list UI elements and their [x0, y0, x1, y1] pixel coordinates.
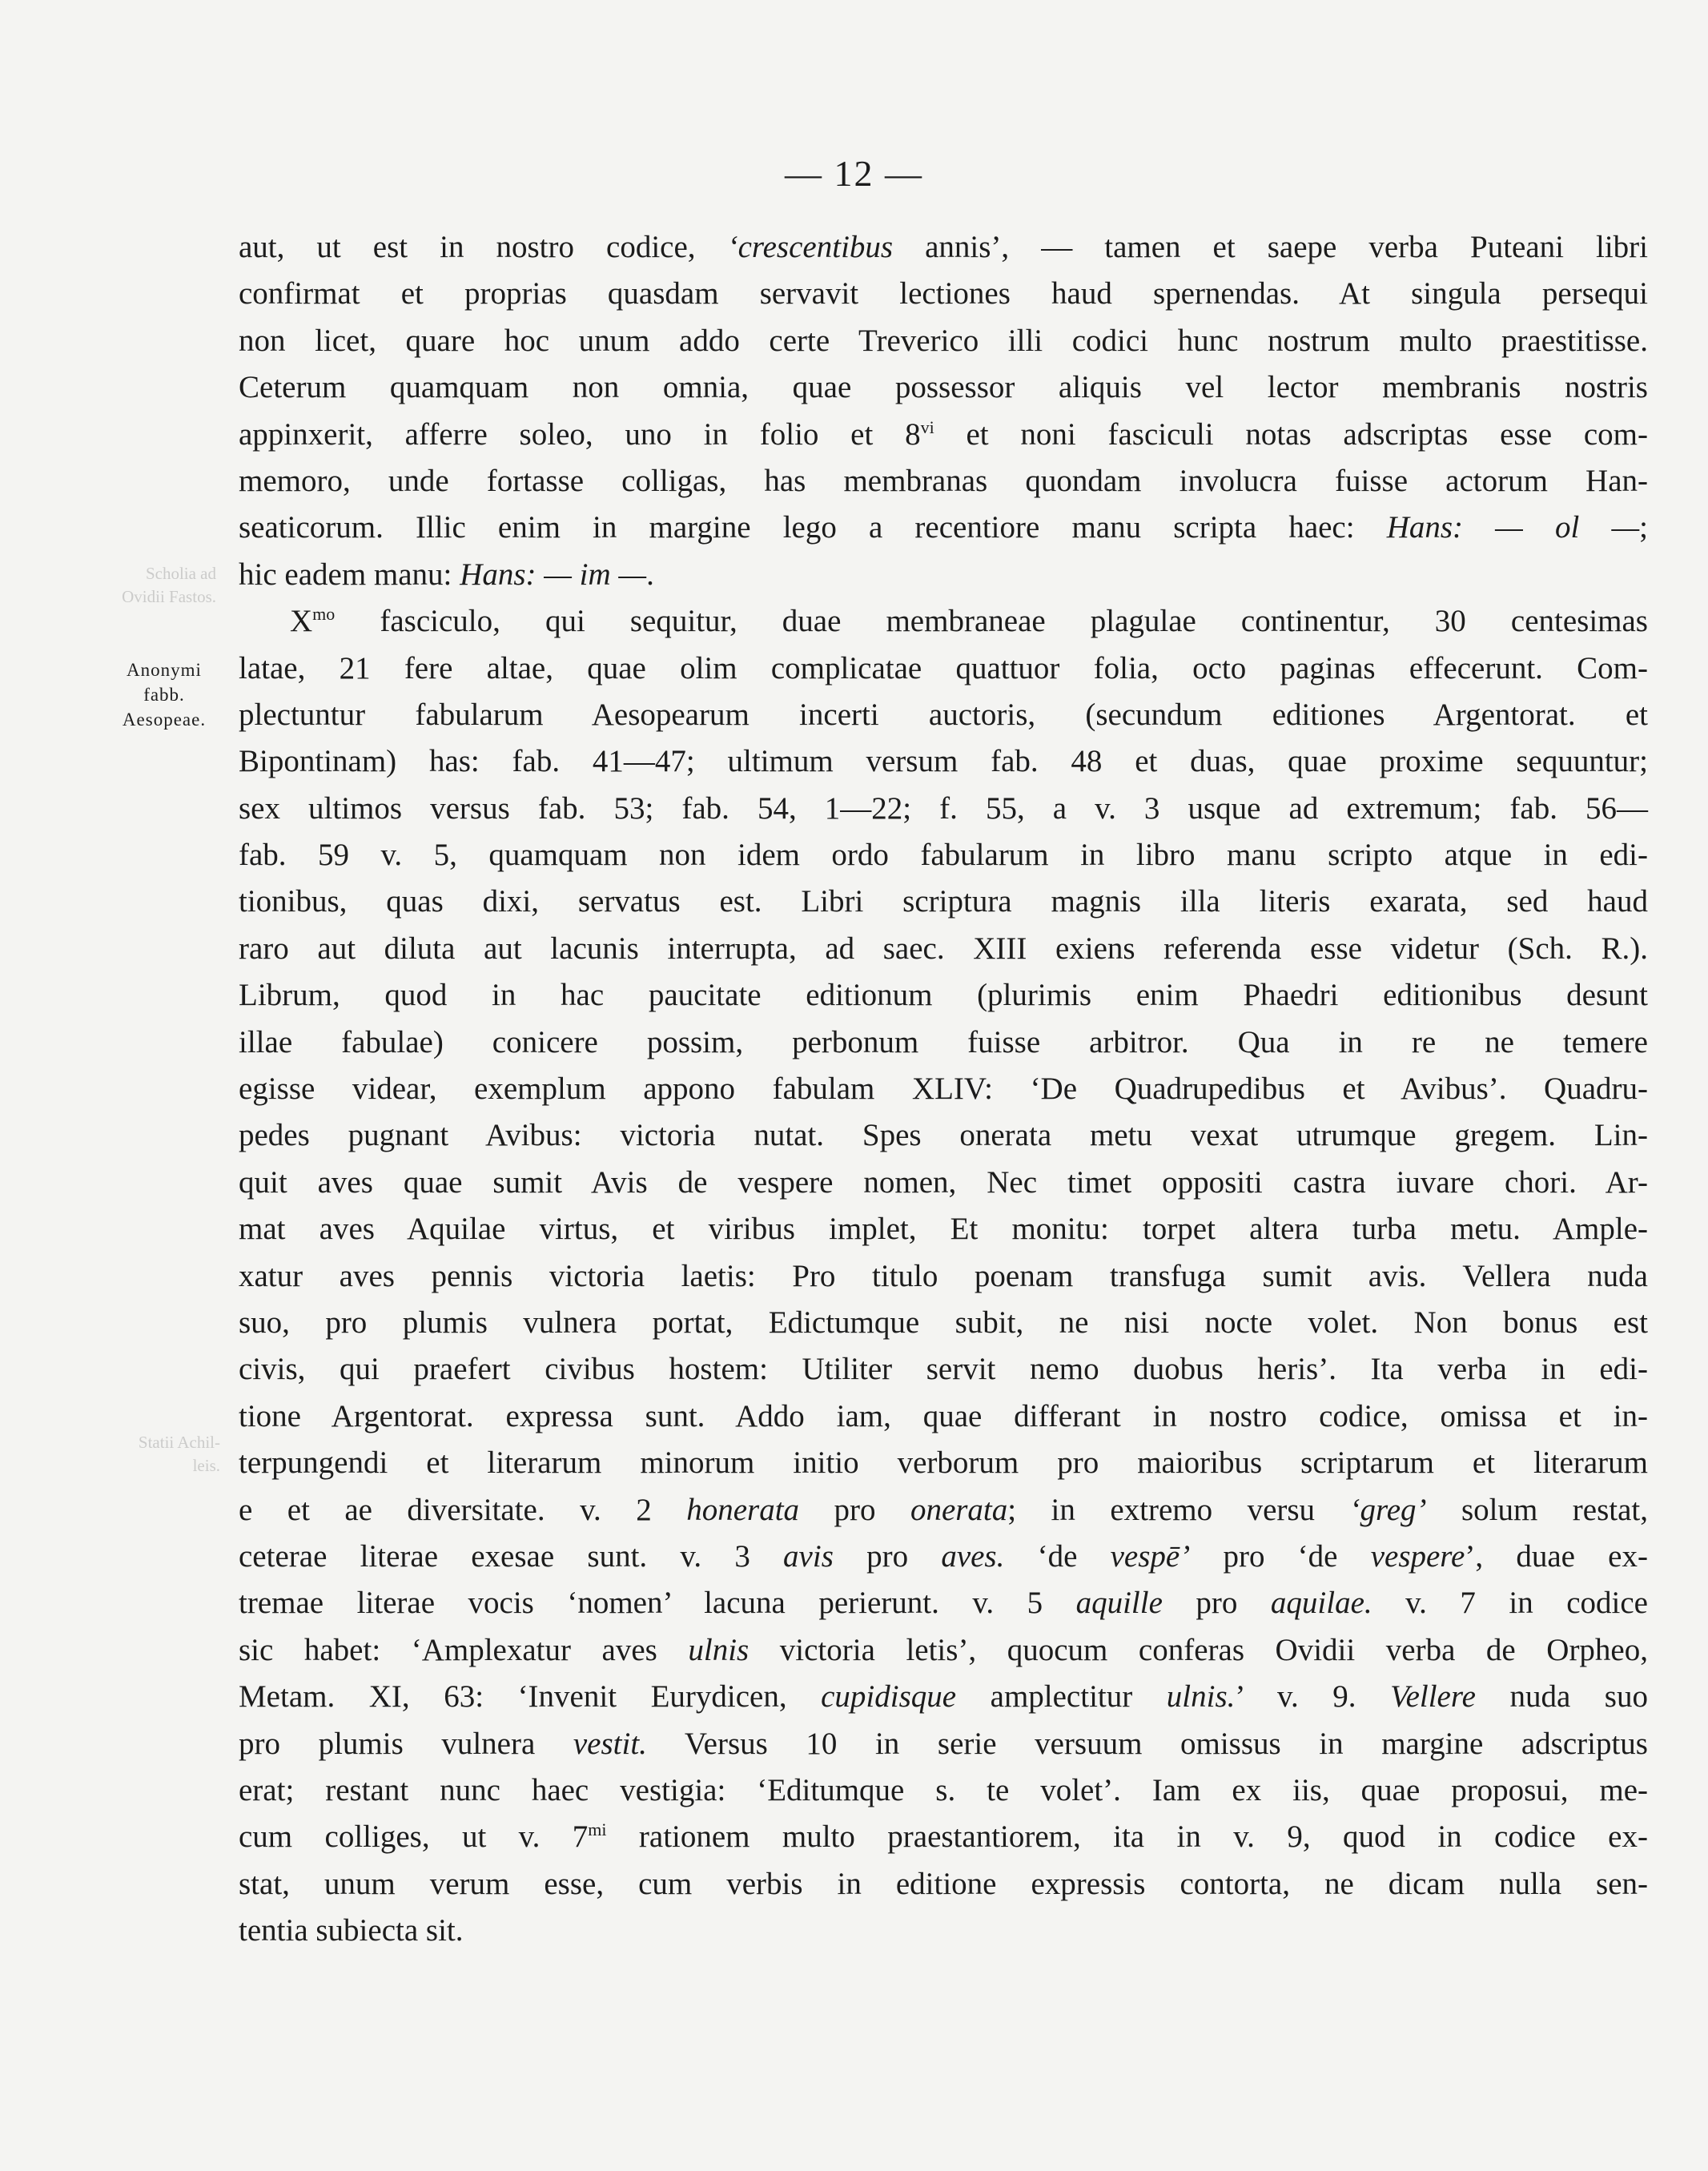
- text-line: [239, 1160, 1648, 1206]
- text-run: pro plumis vulnera: [239, 1726, 573, 1761]
- text-line: [239, 1767, 1648, 1814]
- text-run: rationem multo praestantiorem, ita in v. 9, quod in codice ex-: [606, 1819, 1648, 1855]
- text-run: Librum, quod in hac paucitate editionum (plurimis enim Phaedri editionibus desunt: [239, 978, 1648, 1013]
- body-text: [239, 224, 1648, 1954]
- text-run: Versus 10 in serie versuum omissus in margine adscriptus: [646, 1726, 1648, 1761]
- italic-text: aquilae.: [1270, 1586, 1372, 1621]
- italic-text: ‘greg’: [1349, 1492, 1427, 1527]
- superscript: vi: [920, 416, 934, 437]
- text-line: [239, 1861, 1648, 1908]
- page-number: — 12 —: [785, 153, 923, 194]
- text-run: amplectitur: [956, 1679, 1167, 1715]
- bleed-through-line: leis.: [192, 1456, 220, 1475]
- text-line: [239, 1908, 1648, 1954]
- superscript: mo: [312, 604, 336, 625]
- margin-note-line: Anonymi: [127, 660, 202, 680]
- text-line: [239, 1206, 1648, 1252]
- text-line: [239, 645, 1648, 692]
- italic-text: honerata: [686, 1492, 800, 1527]
- italic-text: vestit.: [573, 1726, 647, 1761]
- text-run: fab. 59 v. 5, quamquam non idem ordo fabularum in libro manu scripto atque in edi-: [239, 838, 1648, 873]
- text-run: quit aves quae sumit Avis de vespere nomen, Nec timet oppositi castra iuvare chori. Ar-: [239, 1164, 1648, 1200]
- text-run: ’ v. 9.: [1235, 1679, 1391, 1715]
- text-line: [239, 271, 1648, 317]
- text-run: egisse videar, exemplum appono fabulam XLIV: ‘De Quadrupedibus et Avibus’. Quadru-: [239, 1071, 1648, 1107]
- text-run: aut, ut est in nostro codice,: [239, 230, 728, 264]
- superscript: mi: [588, 1819, 607, 1840]
- text-line: [239, 1674, 1648, 1720]
- text-run: mat aves Aquilae virtus, et viribus implet, Et monitu: torpet altera turba metu. Ample-: [239, 1212, 1648, 1247]
- text-line: [239, 1534, 1648, 1580]
- text-run: tionibus, quas dixi, servatus est. Libri scriptura magnis illa literis exarata, sed haud: [239, 884, 1648, 919]
- text-line: [239, 786, 1648, 832]
- bleed-through-line: Ovidii Fastos.: [122, 587, 216, 606]
- text-run: memoro, unde fortasse colligas, has membranas quondam involucra fuisse actorum Han-: [239, 463, 1648, 498]
- text-run: v. 7 in codice: [1372, 1586, 1648, 1621]
- text-line: [239, 458, 1648, 505]
- italic-text: vespē’: [1110, 1538, 1191, 1574]
- text-line: [239, 552, 1648, 598]
- text-line: [239, 738, 1648, 785]
- text-run: ;: [1639, 510, 1648, 545]
- text-run: pro ‘de: [1190, 1538, 1371, 1574]
- text-run: raro aut diluta aut lacunis interrupta, ad saec. XIII exiens referenda esse videtur (Sch. R.).: [239, 931, 1648, 966]
- italic-text: ulnis: [688, 1632, 750, 1667]
- text-line: [239, 1066, 1648, 1112]
- text-line: [239, 318, 1648, 364]
- text-run: xatur aves pennis victoria laetis: Pro titulo poenam transfuga sumit avis. Vellera nuda: [239, 1258, 1648, 1293]
- text-line: [239, 1487, 1648, 1534]
- text-line: [239, 1300, 1648, 1346]
- text-line: [239, 1627, 1648, 1674]
- text-run: civis, qui praefert civibus hostem: Utiliter servit nemo duobus heris’. Ita verba in edi-: [239, 1352, 1648, 1387]
- text-line: [239, 1019, 1648, 1066]
- text-line: [239, 692, 1648, 738]
- text-run: Bipontinam) has: fab. 41—47; ultimum versum fab. 48 et duas, quae proxime sequuntur;: [239, 744, 1648, 779]
- text-run: plectuntur fabularum Aesopearum incerti auctoris, (secundum editiones Argentorat. et: [239, 697, 1648, 732]
- bleed-through-note: [108, 1431, 220, 1477]
- text-run: victoria letis’, quocum conferas Ovidii verba de Orpheo,: [749, 1632, 1648, 1667]
- text-run: suo, pro plumis vulnera portat, Edictumque subit, ne nisi nocte volet. Non bonus est: [239, 1305, 1648, 1340]
- text-run: latae, 21 fere altae, quae olim complicatae quattuor folia, octo paginas effecerunt. Com-: [239, 650, 1648, 685]
- margin-note-anonymi: [104, 657, 224, 732]
- text-run: nuda suo: [1475, 1679, 1648, 1715]
- text-run: pro: [833, 1538, 942, 1574]
- text-line: [239, 1393, 1648, 1440]
- margin-note-line: fabb.: [143, 685, 185, 705]
- italic-text: Vellere: [1390, 1679, 1476, 1715]
- text-run: sic habet: ‘Amplexatur aves: [239, 1632, 689, 1667]
- text-run: Ceterum quamquam non omnia, quae possessor aliquis vel lector membranis nostris: [239, 370, 1648, 405]
- text-run: seaticorum. Illic enim in margine lego a recentiore manu scripta haec:: [239, 510, 1387, 545]
- bleed-through-line: Statii Achil-: [138, 1433, 220, 1452]
- text-run: fasciculo, qui sequitur, duae membraneae plagulae continentur, 30 centesimas: [335, 604, 1648, 639]
- text-run: Metam. XI, 63: ‘Invenit Eurydicen,: [239, 1679, 822, 1715]
- text-run: appinxerit, afferre soleo, uno in folio et 8: [239, 416, 921, 452]
- text-line: [239, 505, 1648, 551]
- text-run: non licet, quare hoc unum addo certe Treverico illi codici hunc nostrum multo praestitisse.: [239, 323, 1648, 358]
- bleed-through-note: [104, 562, 216, 609]
- text-run: ’, duae ex-: [1465, 1538, 1648, 1574]
- text-run: tentia subiecta sit.: [239, 1913, 464, 1948]
- text-run: pro: [799, 1492, 910, 1527]
- text-run: annis’, — tamen et saepe verba Puteani libri: [893, 230, 1649, 264]
- text-run: ceterae literae exesae sunt. v. 3: [239, 1538, 784, 1574]
- italic-text: avis: [783, 1538, 834, 1574]
- text-line: [239, 926, 1648, 972]
- text-run: X: [290, 604, 313, 639]
- text-line: [239, 598, 1648, 645]
- italic-text: cupidisque: [821, 1679, 957, 1715]
- text-run: terpungendi et literarum minorum initio verborum pro maioribus scriptarum et literarum: [239, 1445, 1648, 1481]
- text-line: [239, 878, 1648, 925]
- bleed-through-line: Scholia ad: [145, 564, 216, 583]
- text-run: stat, unum verum esse, cum verbis in editione expressis contorta, ne dicam nulla sen-: [239, 1866, 1648, 1901]
- text-run: sex ultimos versus fab. 53; fab. 54, 1—22; f. 55, a v. 3 usque ad extremum; fab. 56—: [239, 790, 1648, 826]
- text-line: [239, 224, 1648, 271]
- text-line: [239, 1721, 1648, 1767]
- text-line: [239, 412, 1648, 458]
- text-run: ; in extremo versu: [1007, 1492, 1350, 1527]
- text-line: [239, 1253, 1648, 1300]
- text-line: [239, 1814, 1648, 1860]
- text-run: e et ae diversitate. v. 2: [239, 1492, 687, 1527]
- text-run: erat; restant nunc haec vestigia: ‘Editumque s. te volet’. Iam ex iis, quae proposui, me-: [239, 1772, 1648, 1807]
- text-run: pedes pugnant Avibus: victoria nutat. Spes onerata metu vexat utrumque gregem. Lin-: [239, 1118, 1648, 1153]
- italic-text: onerata: [910, 1492, 1008, 1527]
- text-run: hic eadem manu:: [239, 557, 460, 592]
- italic-text: vespere: [1370, 1538, 1465, 1574]
- text-run: .: [646, 557, 654, 592]
- italic-text: Hans: — ol —: [1386, 510, 1640, 545]
- text-line: [239, 1112, 1648, 1159]
- text-line: [239, 364, 1648, 411]
- italic-text: ‘crescentibus: [727, 230, 894, 264]
- text-line: [239, 972, 1648, 1019]
- italic-text: Hans: — im —: [460, 557, 647, 592]
- italic-text: ulnis.: [1166, 1679, 1236, 1715]
- text-run: illae fabulae) conicere possim, perbonum fuisse arbitror. Qua in re ne temere: [239, 1024, 1648, 1059]
- text-run: tione Argentorat. expressa sunt. Addo iam, quae differant in nostro codice, omissa et in-: [239, 1398, 1648, 1433]
- text-run: solum restat,: [1426, 1492, 1648, 1527]
- italic-text: aves.: [941, 1538, 1005, 1574]
- text-line: [239, 832, 1648, 878]
- margin-note-line: Aesopeae.: [122, 710, 207, 730]
- text-line: [239, 1346, 1648, 1393]
- text-run: pro: [1162, 1586, 1271, 1621]
- italic-text: aquille: [1075, 1586, 1163, 1621]
- text-run: cum colliges, ut v. 7: [239, 1819, 589, 1855]
- text-line: [239, 1580, 1648, 1626]
- text-run: et noni fasciculi notas adscriptas esse com-: [934, 416, 1648, 452]
- text-run: confirmat et proprias quasdam servavit lectiones haud spernendas. At singula persequi: [239, 276, 1648, 312]
- text-run: ‘de: [1004, 1538, 1111, 1574]
- text-line: [239, 1440, 1648, 1486]
- text-run: tremae literae vocis ‘nomen’ lacuna perierunt. v. 5: [239, 1586, 1076, 1621]
